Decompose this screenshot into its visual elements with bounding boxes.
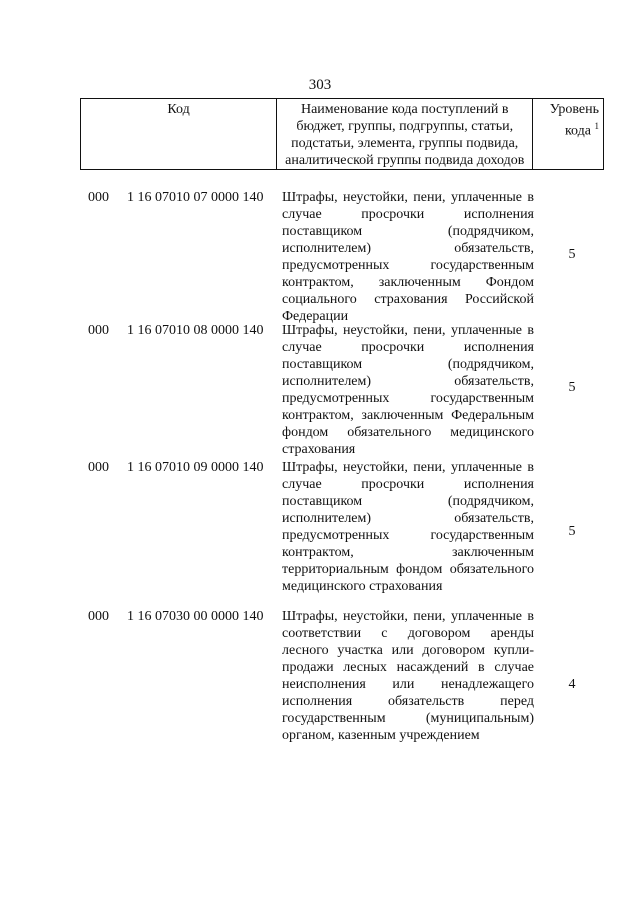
header-code-label: Код <box>167 102 190 117</box>
row-name: Штрафы, неустойки, пени, уплаченные в соответствии с договором аренды лесного участка или договором купли-продажи лесных насаждений в случае неисполнения или ненадлежащего исполнения обязательств перед государственным (муниципальным) органом, казенным учреждением <box>282 609 534 743</box>
header-level-label: Уровень кода <box>549 102 599 139</box>
row-code: 1 16 07010 08 0000 140 <box>127 323 264 338</box>
row-name: Штрафы, неустойки, пени, уплаченные в случае просрочки исполнения поставщиком (подрядчиком, исполнителем) обязательств, предусмотренных государственным контрактом, заключенным Федеральным фондом обязательного медицинского страхования <box>282 323 534 457</box>
row-level: 5 <box>568 380 576 395</box>
row-level: 4 <box>568 677 576 692</box>
header-level-footnote: 1 <box>594 121 599 131</box>
row-admin-code: 000 <box>88 190 109 205</box>
row-name: Штрафы, неустойки, пени, уплаченные в случае просрочки исполнения поставщиком (подрядчиком, исполнителем) обязательств, предусмотренных государственным контрактом, заключенным Фондом социального страхования Российской Федерации <box>282 190 534 324</box>
row-admin-code: 000 <box>88 460 109 475</box>
row-admin-code: 000 <box>88 323 109 338</box>
row-level: 5 <box>568 524 576 539</box>
row-code: 1 16 07030 00 0000 140 <box>127 609 264 624</box>
row-code: 1 16 07010 09 0000 140 <box>127 460 264 475</box>
header-name-label: Наименование кода поступлений в бюджет, группы, подгруппы, статьи, подстатьи, элемента, группы подвида, аналитической группы подвида доходов <box>285 102 525 168</box>
row-name: Штрафы, неустойки, пени, уплаченные в случае просрочки исполнения поставщиком (подрядчиком, исполнителем) обязательств, предусмотренных государственным контрактом, заключенным территориальным фондом обязательного медицинского страхования <box>282 460 534 594</box>
row-admin-code: 000 <box>88 609 109 624</box>
row-level: 5 <box>568 247 576 262</box>
page-number: 303 <box>308 77 332 93</box>
row-code: 1 16 07010 07 0000 140 <box>127 190 264 205</box>
